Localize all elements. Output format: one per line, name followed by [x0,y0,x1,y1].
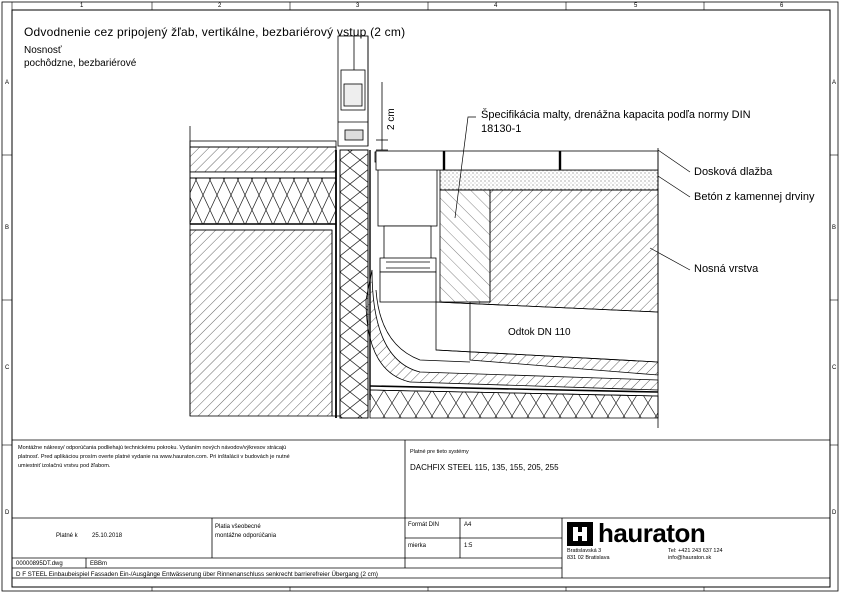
row-label-c-right: C [832,365,837,371]
callout-mortar-line-2: 18130-1 [481,123,522,135]
row-label-b-right: B [832,225,837,231]
valid-for-label: Platné pre tieto systémy [410,449,469,455]
row-label-c: C [5,365,10,371]
column-label-5: 5 [634,3,638,9]
column-label-6: 6 [780,3,784,9]
format-value: A4 [464,522,472,528]
row-label-d-right: D [832,510,837,516]
cross-section [190,36,690,428]
row-label-a: A [5,80,10,86]
callout-bearing: Nosná vrstva [694,263,759,275]
column-label-4: 4 [494,3,498,9]
footer-description: D F STEEL Einbaubeispiel Fassaden Ein-/Ausgänge Entwässerung über Rinnenanschluss senkrecht barrierefreier Übergang (2 cm) [16,571,378,578]
callout-outlet: Odtok DN 110 [508,327,571,338]
phone: Tel: +421 243 637 124 [668,548,723,554]
systems-list: DACHFIX STEEL 115, 135, 155, 205, 255 [410,463,559,472]
valid-from-label: Platné k [56,533,78,539]
row-label-b: B [5,225,10,231]
address-line-1: Bratislavská 3 [567,548,602,554]
load-value: pochôdzne, bezbariérové [24,58,137,69]
column-label-1: 1 [80,3,84,9]
drawing-title: Odvodnenie cez pripojený žľab, vertikálne, bezbariérový vstup (2 cm) [24,25,406,39]
note-line-2: platnosť. Pred aplikáciou prosím overte platné vydanie na www.hauraton.com. Pri inštalácii v budovách je nutné [18,454,290,460]
scale-label: mierka [408,543,427,549]
format-label: Formát DIN [408,522,440,528]
email: info@hauraton.sk [668,555,712,561]
valid-from-date: 25.10.2018 [92,533,123,539]
note-line-3: umiestniť izolačnú vrstvu pod žľabom. [18,463,111,469]
drawn-by: EBBm [90,561,108,567]
callout-concrete: Betón z kamennej drviny [694,191,815,203]
address-line-2: 831 02 Bratislava [567,555,610,561]
callout-slab: Dosková dlažba [694,166,773,178]
general-label-2: montážne odporúčania [215,533,277,539]
note-line-1: Montážne nákresy/ odporúčania podliehajú technickému pokroku. Vydaním nových návodov/výkresov strácajú [18,445,287,451]
callout-mortar: Špecifikácia malty, drenážna kapacita podľa normy DIN [481,109,751,121]
load-label: Nosnosť [24,45,62,56]
file-name: 00000895DT.dwg [16,561,63,567]
general-label-1: Platia všeobecné [215,524,261,530]
row-label-d: D [5,510,10,516]
row-label-a-right: A [832,80,837,86]
dimension-label: 2 cm [386,108,397,130]
company-logo: hauraton [598,518,706,548]
column-label-2: 2 [218,3,222,9]
column-label-3: 3 [356,3,360,9]
scale-value: 1:5 [464,543,473,549]
